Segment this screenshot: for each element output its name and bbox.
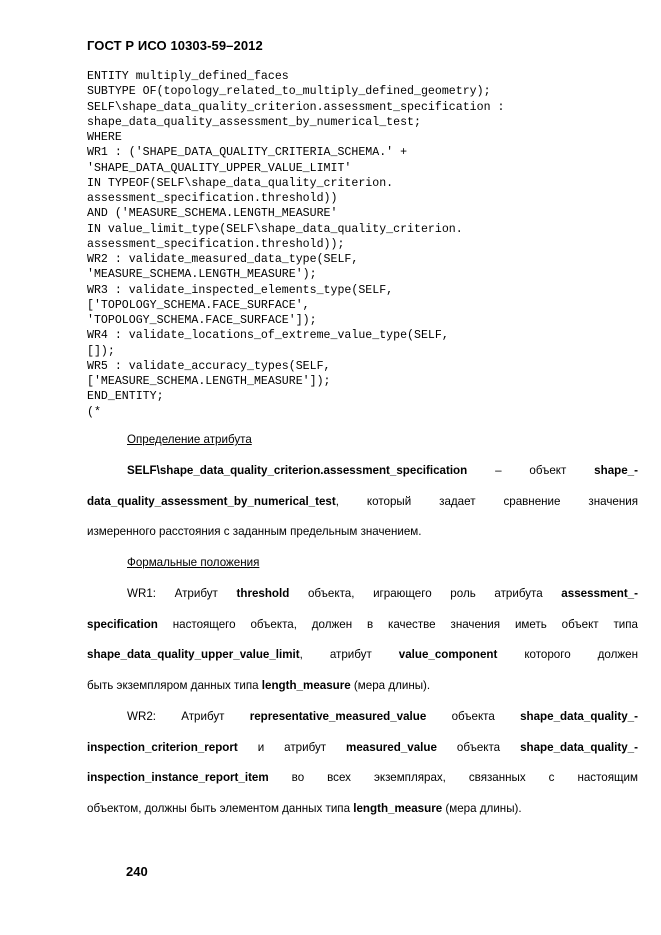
text-run: , атрибут [299, 648, 399, 662]
code-line: WR4 : validate_locations_of_extreme_value_type(SELF, [87, 329, 449, 343]
bold-term: SELF\shape_data_quality_criterion.assessment_specification [127, 464, 468, 477]
code-line: assessment_specification.threshold)) [87, 192, 338, 205]
section-heading-formal-propositions: Формальные положения [127, 556, 260, 570]
code-line: WHERE [87, 131, 122, 144]
text-run: WR2: Атрибут [127, 709, 250, 723]
code-line: SUBTYPE OF(topology_related_to_multiply_defined_geometry); [87, 85, 491, 99]
bold-term: shape_data_quality_- [520, 740, 638, 754]
text-run: – объект [467, 464, 595, 477]
text-run: , который задает сравнение значения [335, 494, 638, 508]
code-line: IN TYPEOF(SELF\shape_data_quality_criterion. [87, 176, 394, 190]
formal-proposition-paragraph [87, 584, 638, 707]
text-line [87, 738, 638, 769]
code-line: 'TOPOLOGY_SCHEMA.FACE_SURFACE']); [87, 314, 317, 327]
bold-term: shape_- [594, 464, 638, 477]
text-line [87, 676, 638, 707]
text-line [87, 645, 638, 676]
text-line [87, 522, 638, 553]
text-run: и атрибут [237, 740, 347, 754]
code-line: 'SHAPE_DATA_QUALITY_UPPER_VALUE_LIMIT' [87, 161, 352, 175]
text-line [87, 799, 638, 830]
express-code-block [87, 69, 647, 420]
prose-section [87, 430, 638, 830]
bold-term: data_quality_assessment_by_numerical_test [87, 494, 336, 508]
code-line: AND ('MEASURE_SCHEMA.LENGTH_MEASURE' [87, 207, 338, 221]
text-line [87, 461, 638, 492]
text-line [87, 492, 638, 523]
code-line: ENTITY multiply_defined_faces [87, 70, 289, 83]
code-line: ['TOPOLOGY_SCHEMA.FACE_SURFACE', [87, 298, 310, 312]
code-line: WR1 : ('SHAPE_DATA_QUALITY_CRITERIA_SCHEMA.' + [87, 146, 408, 160]
text-line [87, 707, 638, 738]
bold-term: shape_data_quality_upper_value_limit [87, 648, 300, 662]
bold-term: assessment_- [561, 587, 638, 601]
text-run: которого должен [497, 648, 638, 662]
text-run: объекта [426, 709, 521, 723]
code-line: WR2 : validate_measured_data_type(SELF, [87, 253, 359, 266]
page-number: 240 [126, 864, 148, 879]
bold-term: specification [87, 617, 158, 631]
bold-term: measured_value [346, 740, 437, 754]
text-run: быть экземпляром данных типа [87, 679, 262, 693]
bold-term: value_component [398, 648, 498, 662]
text-run: объекта [436, 740, 521, 754]
text-run: (мера длины). [350, 679, 431, 693]
attribute-definition-paragraph [87, 461, 638, 553]
text-run: настоящего объекта, должен в качестве значения иметь объект типа [157, 617, 638, 631]
code-line: assessment_specification.threshold)); [87, 237, 345, 251]
code-line: END_ENTITY; [87, 390, 164, 404]
code-line: shape_data_quality_assessment_by_numerical_test; [87, 115, 421, 129]
formal-proposition-paragraph [87, 707, 638, 830]
code-line: []); [87, 344, 115, 358]
text-run: (мера длины). [442, 801, 522, 815]
code-line: IN value_limit_type(SELF\shape_data_quality_criterion. [87, 222, 463, 236]
code-line: WR3 : validate_inspected_elements_type(SELF, [87, 283, 394, 297]
formal-propositions [87, 584, 638, 830]
bold-term: inspection_instance_report_item [87, 771, 269, 785]
bold-term: threshold [236, 587, 290, 601]
section-heading-attribute-definition: Определение атрибута [127, 433, 252, 446]
code-line: ['MEASURE_SCHEMA.LENGTH_MEASURE']); [87, 375, 331, 388]
text-run: объекта, играющего роль атрибута [289, 587, 562, 601]
text-run: объектом, должны быть элементом данных типа [87, 801, 354, 815]
bold-term: length_measure [261, 679, 351, 693]
bold-term: length_measure [353, 801, 443, 815]
text-line [87, 768, 638, 799]
bold-term: representative_measured_value [249, 709, 427, 723]
text-run: измеренного расстояния с заданным предельным значением. [87, 525, 422, 539]
text-run: во всех экземплярах, связанных с настоящим [268, 771, 638, 785]
code-line: WR5 : validate_accuracy_types(SELF, [87, 359, 331, 373]
code-line: 'MEASURE_SCHEMA.LENGTH_MEASURE'); [87, 268, 317, 282]
code-line: (* [87, 405, 101, 419]
code-line: SELF\shape_data_quality_criterion.assessment_specification : [87, 100, 505, 114]
text-run: WR1: Атрибут [127, 587, 237, 601]
text-line [87, 615, 638, 646]
document-header: ГОСТ Р ИСО 10303-59–2012 [87, 38, 263, 53]
text-line [87, 584, 638, 615]
bold-term: inspection_criterion_report [87, 740, 238, 754]
bold-term: shape_data_quality_- [520, 709, 638, 723]
